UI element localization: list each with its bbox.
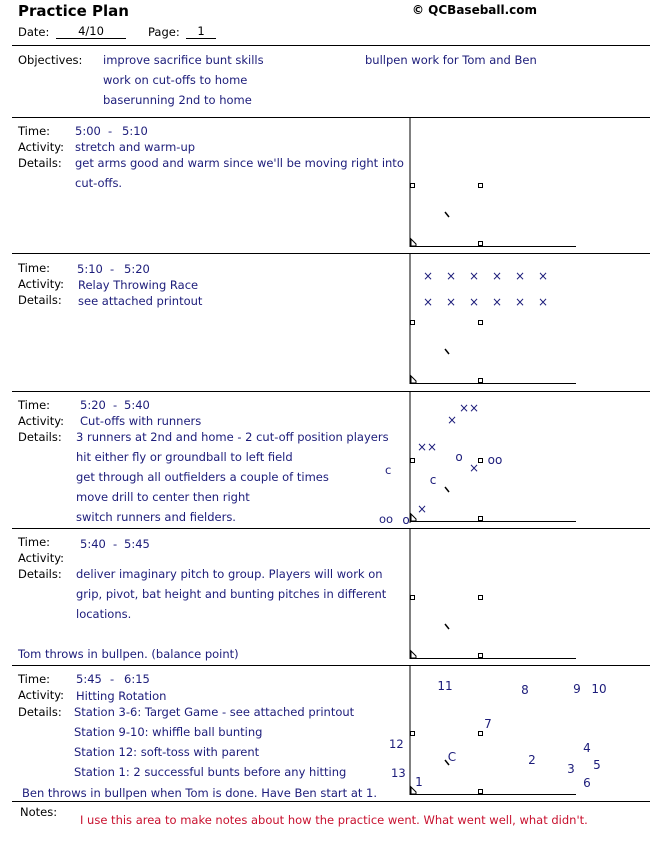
date-field[interactable]: 4/10 bbox=[56, 24, 126, 39]
time-start: 5:20 bbox=[80, 398, 106, 412]
player-mark-x: × bbox=[468, 269, 480, 283]
activity-label: Activity: bbox=[18, 414, 65, 428]
station-number: 11 bbox=[437, 679, 453, 693]
field-diagram bbox=[410, 254, 650, 390]
details-line: see attached printout bbox=[78, 294, 203, 308]
activity-label: Activity: bbox=[18, 688, 65, 702]
time-label: Time: bbox=[18, 261, 51, 275]
details-line: Station 1: 2 successful bunts before any hitting bbox=[74, 765, 347, 779]
player-mark-xx: ×× bbox=[458, 401, 480, 415]
first-base bbox=[479, 790, 483, 794]
time-label: Time: bbox=[18, 398, 51, 412]
header-divider bbox=[12, 45, 650, 46]
runner-mark-oo: oo bbox=[379, 512, 394, 526]
station-number: 10 bbox=[591, 682, 607, 696]
third-base bbox=[411, 184, 415, 188]
catcher-mark-c: C bbox=[447, 750, 457, 764]
objective-item: baserunning 2nd to home bbox=[103, 93, 252, 107]
bullpen-note: Tom throws in bullpen. (balance point) bbox=[18, 647, 239, 661]
third-base bbox=[411, 596, 415, 600]
first-base bbox=[479, 379, 483, 383]
third-base bbox=[411, 732, 415, 736]
details-label: Details: bbox=[18, 430, 62, 444]
pitchers-mound bbox=[445, 487, 449, 492]
runner-mark-oo: oo bbox=[487, 453, 503, 467]
time-dash: - bbox=[108, 124, 113, 138]
station-number: 6 bbox=[583, 776, 591, 790]
player-mark-x: × bbox=[514, 295, 526, 309]
details-line: move drill to center then right bbox=[76, 490, 250, 504]
details-label: Details: bbox=[18, 567, 62, 581]
objectives-label: Objectives: bbox=[18, 53, 83, 67]
player-mark-x: × bbox=[537, 295, 549, 309]
objective-item: work on cut-offs to home bbox=[103, 73, 248, 87]
pitchers-mound bbox=[445, 624, 449, 629]
player-mark-x: × bbox=[468, 295, 480, 309]
activity-text: stretch and warm-up bbox=[75, 140, 196, 154]
time-label: Time: bbox=[18, 535, 51, 549]
station-number: 4 bbox=[583, 741, 591, 755]
bullpen-note: Ben throws in bullpen when Tom is done. Have Ben start at 1. bbox=[22, 786, 378, 800]
details-label: Details: bbox=[18, 156, 62, 170]
section-divider bbox=[12, 801, 650, 802]
second-base bbox=[479, 321, 483, 325]
cutoff-mark-c: c bbox=[429, 473, 437, 487]
details-label: Details: bbox=[18, 705, 62, 719]
field-diagram bbox=[410, 529, 650, 665]
home-plate bbox=[411, 651, 416, 658]
details-line: grip, pivot, bat height and bunting pitches in different bbox=[76, 587, 387, 601]
details-label: Details: bbox=[18, 293, 62, 307]
station-number: 12 bbox=[389, 737, 404, 751]
objective-item: improve sacrifice bunt skills bbox=[103, 53, 264, 67]
details-line: switch runners and fielders. bbox=[76, 510, 236, 524]
player-mark-x: × bbox=[416, 502, 428, 516]
player-mark-x: × bbox=[422, 269, 434, 283]
first-base bbox=[479, 517, 483, 521]
activity-label: Activity: bbox=[18, 551, 65, 565]
details-line: hit either fly or groundball to left field bbox=[76, 450, 293, 464]
time-dash: - bbox=[113, 398, 118, 412]
first-base bbox=[479, 242, 483, 246]
station-number: 2 bbox=[528, 753, 536, 767]
player-mark-x: × bbox=[422, 295, 434, 309]
notes-label: Notes: bbox=[20, 805, 58, 819]
details-line: cut-offs. bbox=[75, 176, 123, 190]
third-base bbox=[411, 459, 415, 463]
player-mark-x: × bbox=[514, 269, 526, 283]
time-end: 5:20 bbox=[124, 262, 150, 276]
second-base bbox=[479, 184, 483, 188]
time-end: 5:40 bbox=[124, 398, 150, 412]
details-line: locations. bbox=[76, 607, 132, 621]
station-number: 8 bbox=[521, 683, 529, 697]
runner-mark-o: o bbox=[455, 450, 463, 464]
second-base bbox=[479, 732, 483, 736]
time-label: Time: bbox=[18, 124, 51, 138]
time-end: 5:45 bbox=[124, 537, 150, 551]
details-line: get arms good and warm since we'll be moving right into bbox=[75, 156, 404, 170]
player-mark-x: × bbox=[446, 413, 458, 427]
player-mark-xx: ×× bbox=[416, 440, 438, 454]
player-mark-x: × bbox=[491, 269, 503, 283]
time-start: 5:45 bbox=[76, 672, 102, 686]
activity-label: Activity: bbox=[18, 277, 65, 291]
time-end: 6:15 bbox=[124, 672, 150, 686]
player-mark-x: × bbox=[445, 295, 457, 309]
details-line: Station 9-10: whiffle ball bunting bbox=[74, 725, 263, 739]
page-number-field[interactable]: 1 bbox=[186, 24, 216, 39]
activity-label: Activity: bbox=[18, 140, 65, 154]
home-plate bbox=[411, 514, 416, 521]
station-number: 13 bbox=[391, 766, 406, 780]
time-label: Time: bbox=[18, 672, 51, 686]
details-line: Station 12: soft-toss with parent bbox=[74, 745, 260, 759]
activity-text: Relay Throwing Race bbox=[78, 278, 199, 292]
time-start: 5:10 bbox=[77, 262, 103, 276]
runner-mark-o: o bbox=[402, 513, 410, 527]
station-number: 3 bbox=[567, 762, 575, 776]
time-start: 5:40 bbox=[80, 537, 106, 551]
page-title: Practice Plan bbox=[18, 2, 129, 20]
player-mark-x: × bbox=[537, 269, 549, 283]
time-end: 5:10 bbox=[122, 124, 148, 138]
third-base bbox=[411, 321, 415, 325]
date-label: Date: bbox=[18, 25, 50, 39]
cutoff-mark-c: c bbox=[385, 463, 392, 477]
station-number: 9 bbox=[573, 682, 581, 696]
time-dash: - bbox=[113, 537, 118, 551]
objective-item-right: bullpen work for Tom and Ben bbox=[365, 53, 537, 67]
time-dash: - bbox=[110, 262, 115, 276]
player-mark-x: × bbox=[491, 295, 503, 309]
time-start: 5:00 bbox=[75, 124, 101, 138]
activity-text: Hitting Rotation bbox=[76, 689, 167, 703]
pitchers-mound bbox=[445, 212, 449, 217]
page-label: Page: bbox=[148, 25, 180, 39]
home-plate bbox=[411, 239, 416, 246]
field-diagram bbox=[410, 666, 650, 800]
copyright: © QCBaseball.com bbox=[412, 3, 538, 17]
notes-text[interactable]: I use this area to make notes about how the practice went. What went well, what didn't. bbox=[80, 813, 588, 827]
details-line: 3 runners at 2nd and home - 2 cut-off position players bbox=[76, 430, 389, 444]
station-number: 7 bbox=[484, 717, 492, 731]
activity-text: Cut-offs with runners bbox=[80, 414, 202, 428]
player-mark-x: × bbox=[445, 269, 457, 283]
field-diagram bbox=[402, 392, 650, 528]
station-number: 1 bbox=[415, 775, 423, 789]
home-plate bbox=[411, 376, 416, 383]
time-dash: - bbox=[110, 672, 115, 686]
pitchers-mound bbox=[445, 349, 449, 354]
player-mark-x: × bbox=[468, 461, 480, 475]
second-base bbox=[479, 596, 483, 600]
field-diagram bbox=[410, 118, 650, 253]
details-line: get through all outfielders a couple of times bbox=[76, 470, 329, 484]
details-line: deliver imaginary pitch to group. Players will work on bbox=[76, 567, 383, 581]
station-number: 5 bbox=[593, 758, 601, 772]
first-base bbox=[479, 654, 483, 658]
details-line: Station 3-6: Target Game - see attached printout bbox=[74, 705, 355, 719]
second-base bbox=[479, 459, 483, 463]
